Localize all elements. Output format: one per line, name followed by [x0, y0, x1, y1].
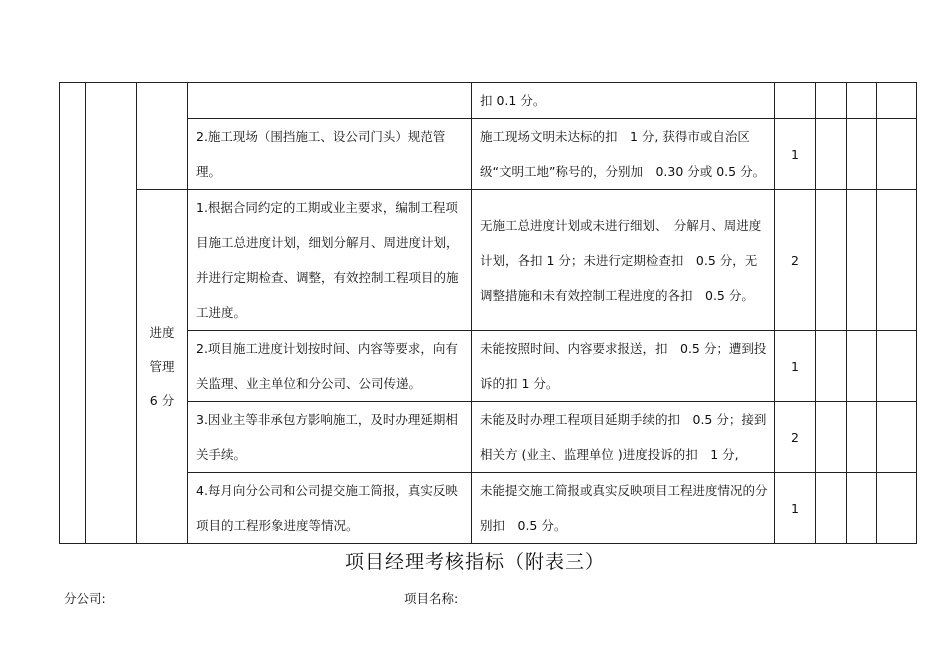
score-cell: 2 — [775, 190, 816, 331]
table-row — [60, 402, 917, 473]
requirement-cell: 1.根据合同约定的工期或业主要求，编制工程项目施工总进度计划，细划分解月、周进度计划，并进行定期检查、调整，有效控制工程项目的施工进度。 — [188, 190, 472, 331]
section-label-line: 管理 — [149, 358, 175, 374]
blank-cell — [877, 473, 917, 544]
section-label-progress — [137, 190, 188, 544]
requirement-cell: 3.因业主等非承包方影响施工，及时办理延期相关手续。 — [188, 402, 472, 473]
score-cell: 1 — [775, 331, 816, 402]
document-title: 项目经理考核指标（附表三） — [344, 551, 605, 573]
blank-cell — [877, 190, 917, 331]
blank-cell — [877, 119, 917, 190]
branch-label: 分公司: — [64, 591, 106, 606]
blank-cell — [847, 83, 877, 119]
requirement-cell: 2.施工现场（围挡施工、设公司门头）规范管理。 — [188, 119, 472, 190]
requirement-cell — [188, 83, 472, 119]
score-cell — [775, 83, 816, 119]
table-row — [60, 190, 917, 331]
blank-cell — [137, 83, 188, 190]
section-label-line: 6 分 — [149, 392, 175, 408]
blank-cell — [60, 83, 86, 544]
table-row — [60, 473, 917, 544]
table-row — [60, 331, 917, 402]
blank-cell — [816, 83, 847, 119]
criterion-cell: 扣 0.1 分。 — [472, 83, 775, 119]
criterion-cell: 未能按照时间、内容要求报送，扣 0.5 分；遭到投诉的扣 1 分。 — [472, 331, 775, 402]
section-label-line: 进度 — [149, 324, 175, 340]
blank-cell — [847, 473, 877, 544]
blank-cell — [816, 190, 847, 331]
criterion-cell: 无施工总进度计划或未进行细划、 分解月、周进度计划，各扣 1 分；未进行定期检查扣 0.5 分，无调整措施和未有效控制工程进度的各扣 0.5 分。 — [472, 190, 775, 331]
blank-cell — [847, 331, 877, 402]
project-name-label: 项目名称: — [404, 591, 459, 606]
blank-cell — [816, 402, 847, 473]
table-row — [60, 83, 917, 119]
criterion-cell: 施工现场文明未达标的扣 1 分, 获得市或自治区级“文明工地”称号的，分别加 0.30 分或 0.5 分。 — [472, 119, 775, 190]
requirement-cell: 4.每月向分公司和公司提交施工简报，真实反映项目的工程形象进度等情况。 — [188, 473, 472, 544]
score-cell: 1 — [775, 473, 816, 544]
blank-cell — [847, 402, 877, 473]
blank-cell — [877, 331, 917, 402]
blank-cell — [847, 190, 877, 331]
blank-cell — [877, 83, 917, 119]
blank-cell — [816, 119, 847, 190]
blank-cell — [816, 473, 847, 544]
requirement-cell: 2.项目施工进度计划按时间、内容等要求，向有关监理、业主单位和分公司、公司传递。 — [188, 331, 472, 402]
blank-cell — [847, 119, 877, 190]
score-cell: 2 — [775, 402, 816, 473]
table-row — [60, 119, 917, 190]
blank-cell — [86, 83, 137, 544]
blank-cell — [816, 331, 847, 402]
criterion-cell: 未能提交施工简报或真实反映项目工程进度情况的分别扣 0.5 分。 — [472, 473, 775, 544]
assessment-table — [59, 82, 917, 544]
criterion-cell: 未能及时办理工程项目延期手续的扣 0.5 分；接到相关方 (业主、监理单位 )进度投诉的扣 1 分, — [472, 402, 775, 473]
blank-cell — [877, 402, 917, 473]
score-cell: 1 — [775, 119, 816, 190]
